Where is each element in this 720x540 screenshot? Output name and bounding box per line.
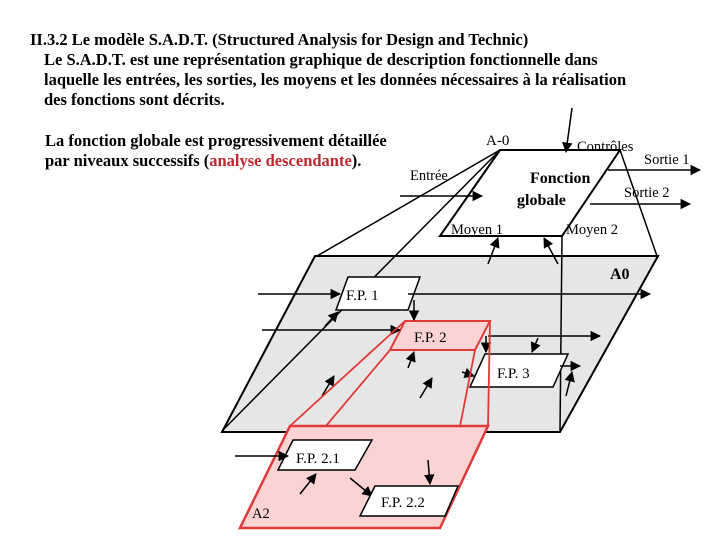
lead-post: ). [351,151,362,170]
output2-label: Sortie 2 [624,185,670,201]
a2-code: A2 [252,506,270,522]
a0-code: A0 [610,266,630,283]
fp22-label: F.P. 2.2 [381,495,425,511]
fp2-label: F.P. 2 [414,330,447,346]
function-label-line1: Fonction [530,170,591,187]
control-arrow [566,108,572,152]
mechanism1-label: Moyen 1 [451,222,503,238]
a-0-code: A-0 [486,133,510,149]
lead-highlight: analyse descendante [209,151,352,170]
fp21-label: F.P. 2.1 [296,451,340,467]
mechanism2-label: Moyen 2 [566,222,618,238]
output1-label: Sortie 1 [644,152,690,168]
fp1-label: F.P. 1 [346,288,379,304]
control-label: Contrôles [577,139,634,155]
intro-line-4: des fonctions sont décrits. [44,90,225,109]
lead-pre: par niveaux successifs ( [45,151,210,170]
fp3-label: F.P. 3 [497,366,530,382]
input-label: Entrée [410,168,448,184]
lead-line-1: La fonction globale est progressivement détaillée [45,131,387,150]
intro-line-3: laquelle les entrées, les sorties, les moyens et les données nécessaires à la réalisation [44,70,627,89]
intro-line-2: Le S.A.D.T. est une représentation graphique de description fonctionnelle dans [44,50,598,69]
section-heading: II.3.2 Le modèle S.A.D.T. (Structured Analysis for Design and Technic) [30,30,529,49]
function-label-line2: globale [517,192,566,209]
